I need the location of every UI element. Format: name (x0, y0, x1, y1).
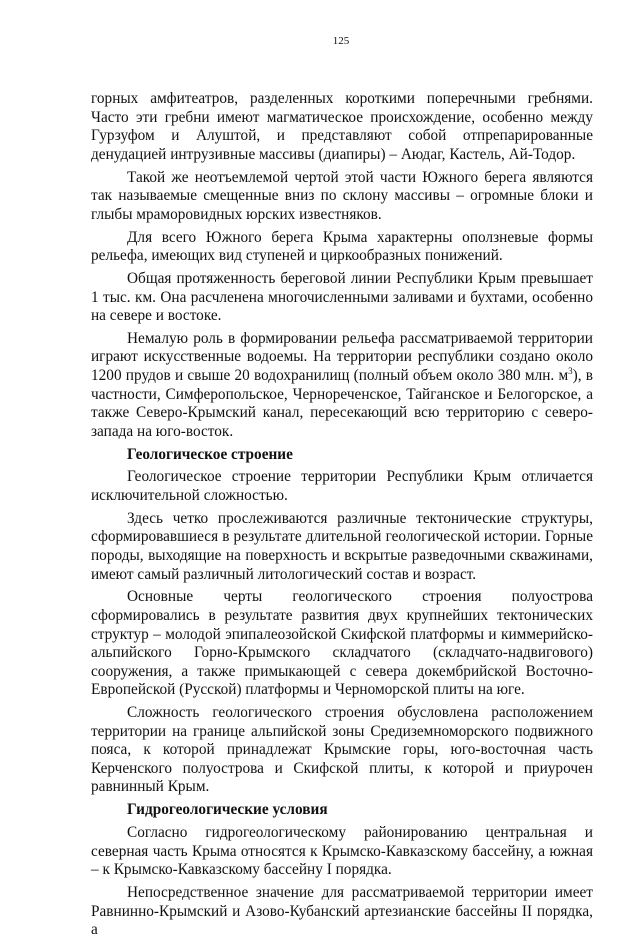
heading-hydrogeological-conditions: Гидрогеологические условия (127, 801, 328, 819)
reservoirs-text-end: ), в частности, Симферопольское, Чернореченское, Тайганское и Белогорское, а также Северо-Крымский канал, пересекающий всю территорию с северо-запада на юго-восток. (91, 367, 593, 440)
paragraph-reservoirs (91, 330, 593, 442)
paragraph-continuation: горных амфитеатров, разделенных короткими поперечными гребнями. Часто эти гребни имеют магматическое происхождение, особенно между Гурзуфом и Алуштой, и представляют собой отпрепарированные денудацией интрузивные массивы (диапиры) – Аюдаг, Кастель, Ай-Тодор. (91, 90, 593, 163)
page-body (91, 90, 593, 940)
paragraph-displaced-massifs: Такой же неотъемлемой чертой этой части Южного берега являются так называемые смещенные вниз по склону массивы – огромные блоки и глыбы мраморовидных юрских известняков. (91, 168, 593, 223)
paragraph-tectonic-structures: Здесь четко прослеживаются различные тектонические структуры, сформировавшиеся в результате длительной геологической истории. Горные породы, выходящие на поверхность и вскрытые разведочными скважинами, имеют самый различный литологический состав и возраст. (91, 509, 593, 583)
paragraph-landslide-forms: Для всего Южного берега Крыма характерны оползневые формы рельефа, имеющих вид ступеней и циркообразных понижений. (91, 228, 593, 265)
paragraph-artesian-basins: Непосредственное значение для рассматриваемой территории имеет Равнинно-Крымский и Азово-Кубанский артезианские бассейны II порядка, а (91, 884, 593, 939)
paragraph-main-features: Основные черты геологического строения полуострова сформировались в результате развития двух крупнейших тектонических структур – молодой эпипалеозойской Скифской платформы и киммерийско-альпийского Горно-Крымского складчатого (складчато-надвигового) сооружения, а также примыкающей с севера докембрийской Восточно-Европейской (Русской) платформы и Черноморской плиты на юге. (91, 588, 593, 699)
page-number: 125 (332, 35, 350, 47)
paragraph-coastline: Общая протяженность береговой линии Республики Крым превышает 1 тыс. км. Она расчленена многочисленными заливами и бухтами, особенно на севере и востоке. (91, 269, 593, 325)
paragraph-hydro-zoning: Согласно гидрогеологическому районированию центральная и северная часть Крыма относятся к Крымско-Кавказскому бассейну, а южная – к Крымско-Кавказскому бассейну I порядка. (91, 824, 593, 879)
paragraph-alpine-zone: Сложность геологического строения обусловлена расположением территории на границе альпийской зоны Средиземноморского подвижного пояса, к которой принадлежат Крымские горы, юго-восточная часть Керченского полуострова и Скифской плиты, к которой и приурочен равнинный Крым. (91, 704, 593, 796)
cubic-superscript: 3 (568, 365, 573, 376)
paragraph-geology-complexity: Геологическое строение территории Республики Крым отличается исключительной сложностью. (91, 468, 593, 504)
document-page (91, 34, 593, 939)
reservoirs-text-start: Немалую роль в формировании рельефа рассматриваемой территории играют искусственные водоемы. На территории республики создано около 1200 прудов и свыше 20 водохранилищ (полный объем около 380 млн. м (91, 329, 593, 385)
heading-geological-structure: Геологическое строение (127, 445, 293, 463)
